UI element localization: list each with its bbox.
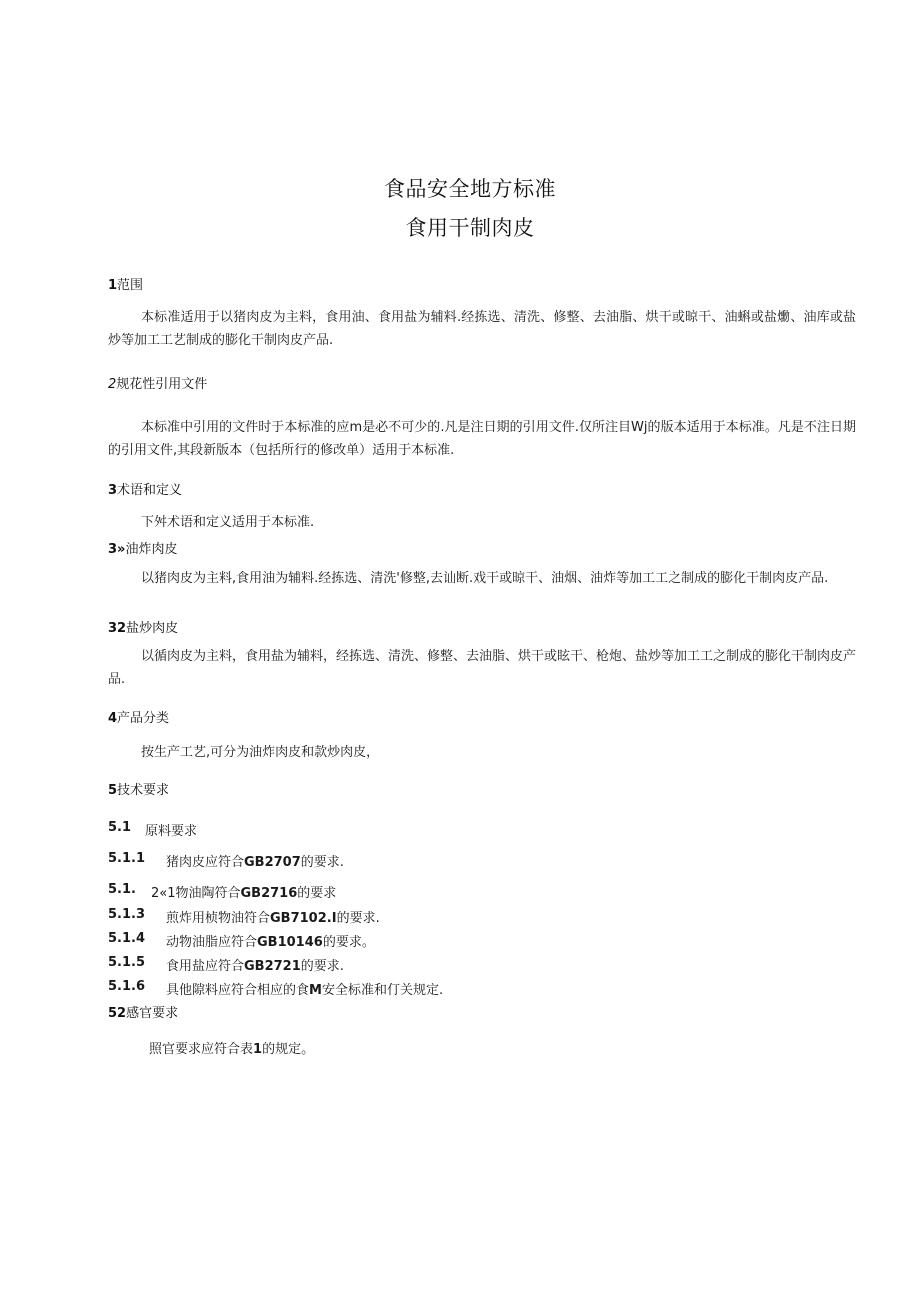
section-4-body: 按生产工艺,可分为油炸肉皮和款炒肉皮， [141, 745, 380, 760]
clause-5-1-1-number: 5.1.1 [108, 851, 146, 866]
clause-5-1-3-code: GB7102.I [270, 911, 337, 926]
section-1-body: 本标准适用于以猪肉皮为主料，食用油、食用盐为辅料.经拣选、清洗、修整、去油脂、烘干或晾干、油蝌或盐爋、油库或盐炒等加工工艺制成的膨化干制肉皮产品. [108, 310, 856, 348]
clause-5-1-5-post: 的要求. [300, 959, 344, 974]
document-title: 食品安全地方标准 [384, 177, 556, 201]
term-3-2-number: 32 [108, 621, 127, 636]
clause-5-1-2-number: 5.1. [108, 882, 136, 897]
section-5-title: 技术要求 [117, 783, 170, 798]
section-4-number: 4 [108, 711, 118, 726]
section-1-title: 范围 [117, 278, 144, 293]
clause-5-1-6-text [166, 979, 443, 998]
document-subtitle: 食用干制肉皮 [405, 216, 535, 240]
clause-5-1-1-pre: 猪肉皮应符合 [166, 855, 245, 870]
section-3-number: 3 [108, 483, 118, 498]
term-3-2-name: 盐炒肉皮 [126, 621, 179, 636]
clause-5-1-3-post: 的要求. [336, 911, 380, 926]
clause-5-2-heading [108, 1002, 178, 1021]
clause-5-1-3-pre: 煎炸用桢物油符合 [166, 911, 271, 926]
clause-5-1-5-text [166, 955, 344, 974]
section-4-title: 产品分类 [117, 711, 170, 726]
clause-5-1-5-code: GB2721 [244, 959, 301, 974]
clause-5-1-5-number: 5.1.5 [108, 955, 146, 970]
term-3-1-heading [108, 538, 177, 557]
section-5-heading [108, 779, 169, 798]
clause-5-1-number: 5.1 [108, 820, 132, 835]
clause-5-1-6-number: 5.1.6 [108, 979, 146, 994]
clause-5-1-4-code: GB10146 [257, 935, 323, 950]
clause-5-1-1-text [166, 851, 344, 870]
clause-5-2-body-code: 1 [253, 1042, 263, 1057]
clause-5-1-4-pre: 动物油脂应符合 [166, 935, 258, 950]
clause-5-2-number: 52 [108, 1006, 127, 1021]
clause-5-1-2-code: GB2716 [240, 886, 298, 901]
section-5-number: 5 [108, 783, 118, 798]
section-2-title: 规花性引用文件 [116, 377, 208, 392]
clause-5-2-body-pre: 照官要求应符合表 [149, 1042, 254, 1057]
clause-5-2-body-post: 的规定。 [262, 1042, 315, 1057]
clause-5-1-6-pre: 具他隙料应符合相应的食 [166, 983, 310, 998]
clause-5-1-title: 原料要求 [145, 824, 198, 839]
term-3-2-body: 以循肉皮为主料，食用盐为辅料，经拣选、清洗、修整、去油脂、烘干或眩干、枪炮、盐炒等加工工之制成的膨化干制肉皮产品. [108, 649, 857, 687]
clause-5-1-4-text [166, 931, 375, 950]
section-1-number: 1 [108, 278, 118, 293]
clause-5-1-3-number: 5.1.3 [108, 907, 146, 922]
clause-5-1-3-text [166, 907, 380, 926]
clause-5-1-2-post: 的要求 [297, 886, 337, 901]
clause-5-2-title: 感官要求 [126, 1006, 179, 1021]
clause-5-1-1-code: GB2707 [244, 855, 301, 870]
term-3-1-body: 以猪肉皮为主料,食用油为辅料.经拣选、清洗'修整,去讪断.戏干或晾干、油烟、油炸等加工工之制成的膨化干制肉皮产品. [141, 571, 829, 586]
section-2-body: 本标准中引用的文件时于本标准的应m是必不可少的.凡是注日期的引用文件.仅所注目Wj的版本适用于本标准。凡是不注日期的引用文件,其段新版本（包括所行的修改单）适用于本标准. [108, 420, 856, 458]
section-3-intro: 下舛术语和定义适用于本标准. [141, 515, 315, 530]
section-4-heading [108, 707, 169, 726]
term-3-2-heading [108, 617, 178, 636]
clause-5-1-6-code: M [309, 983, 322, 998]
section-1-heading [108, 274, 143, 293]
section-2-number: 2 [108, 377, 117, 392]
section-3-title: 术语和定义 [117, 483, 183, 498]
clause-5-1-2-pre: 2«1物油陶符合 [151, 886, 241, 901]
clause-5-1-2-text [151, 882, 336, 901]
section-2-heading [108, 373, 207, 392]
clause-5-1-4-number: 5.1.4 [108, 931, 146, 946]
clause-5-1-1-post: 的要求. [300, 855, 344, 870]
clause-5-1-5-pre: 食用盐应符合 [166, 959, 245, 974]
term-3-1-name: 油炸肉皮 [125, 542, 178, 557]
clause-5-1-4-post: 的要求。 [322, 935, 375, 950]
term-3-1-number: 3» [108, 542, 126, 557]
clause-5-1-6-post: 安全标准和仃关规定. [321, 983, 444, 998]
section-3-heading [108, 479, 182, 498]
clause-5-2-body [149, 1038, 314, 1057]
